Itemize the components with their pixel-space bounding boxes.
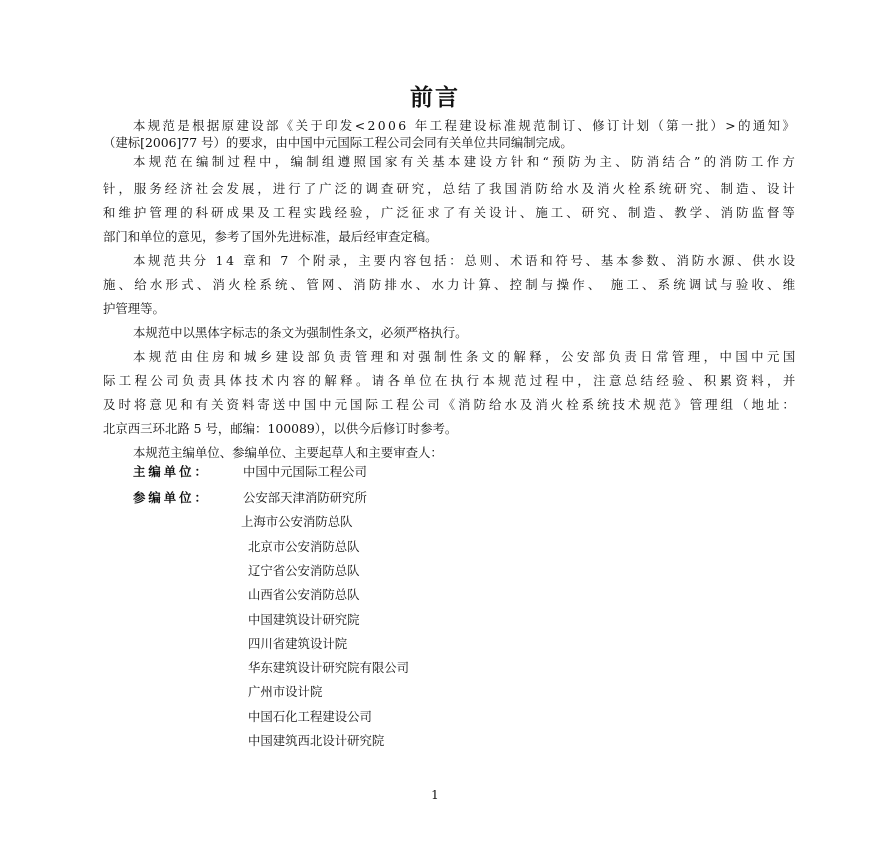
paragraph-line: 本规范在编制过程中，编制组遵照国家有关基本建设方针和“预防为主、防消结合”的消防工作方 (133, 154, 799, 169)
participant-unit: 山西省公安消防总队 (248, 587, 360, 603)
paragraph-line: 本规范由住房和城乡建设部负责管理和对强制性条文的解释，公安部负责日常管理，中国中元国 (133, 349, 799, 364)
paragraph-line: 护管理等。 (103, 301, 165, 316)
paragraph-line: 本规范中以黑体字标志的条文为强制性条文，必须严格执行。 (133, 325, 468, 340)
participant-unit: 中国建筑设计研究院 (248, 611, 360, 627)
participant-unit: 上海市公安消防总队 (241, 514, 353, 530)
paragraph-line: 本规范共分 14 章和 7 个附录，主要内容包括：总则、术语和符号、基本参数、消防水源、供水设 (133, 253, 798, 268)
paragraph-line: 施、给水形式、消火栓系统、管网、消防排水、水力计算、控制与操作、 施工、系统调试与验收、维 (103, 277, 799, 292)
paragraph-line: 及时将意见和有关资料寄送中国中元国际工程公司《消防给水及消火栓系统技术规范》管理组（地址： (103, 397, 798, 412)
participant-unit: 中国建筑西北设计研究院 (248, 733, 385, 748)
chief-editor-label: 主编单位： (133, 464, 210, 479)
paragraph-line: 部门和单位的意见，参考了国外先进标准，最后经审查定稿。 (103, 229, 438, 244)
paragraph-line: 针，服务经济社会发展，进行了广泛的调查研究，总结了我国消防给水及消火栓系统研究、制造、设计 (103, 181, 798, 196)
paragraph-line: （建标[2006]77 号）的要求，由中国中元国际工程公司会同有关单位共同编制完成。 (103, 135, 573, 150)
participant-unit: 华东建筑设计研究院有限公司 (248, 660, 410, 676)
paragraph-line: 本规范主编单位、参编单位、主要起草人和主要审查人： (133, 445, 443, 460)
participant-unit: 公安部天津消防研究所 (243, 490, 367, 505)
participant-unit: 四川省建筑设计院 (248, 635, 348, 651)
paragraph-line: 本规范是根据原建设部《关于印发<2006 年工程建设标准规范制订、修订计划（第一批）>的通知》 (133, 118, 798, 133)
paragraph-line: 际工程公司负责具体技术内容的解释。请各单位在执行本规范过程中，注意总结经验、积累资料，并 (103, 373, 799, 388)
paragraph-line: 和维护管理的科研成果及工程实践经验，广泛征求了有关设计、施工、研究、制造、教学、消防监督等 (103, 205, 798, 220)
participant-label: 参编单位： (133, 490, 210, 505)
page-number: 1 (431, 788, 439, 802)
page-title: 前言 (410, 84, 460, 111)
participant-unit: 广州市设计院 (248, 684, 323, 700)
participant-unit: 辽宁省公安消防总队 (248, 562, 360, 578)
participant-unit: 中国石化工程建设公司 (248, 708, 372, 724)
paragraph-line: 北京西三环北路 5 号，邮编：100089），以供今后修订时参考。 (103, 421, 458, 436)
participant-unit: 北京市公安消防总队 (248, 538, 360, 554)
chief-editor-unit: 中国中元国际工程公司 (243, 464, 367, 479)
